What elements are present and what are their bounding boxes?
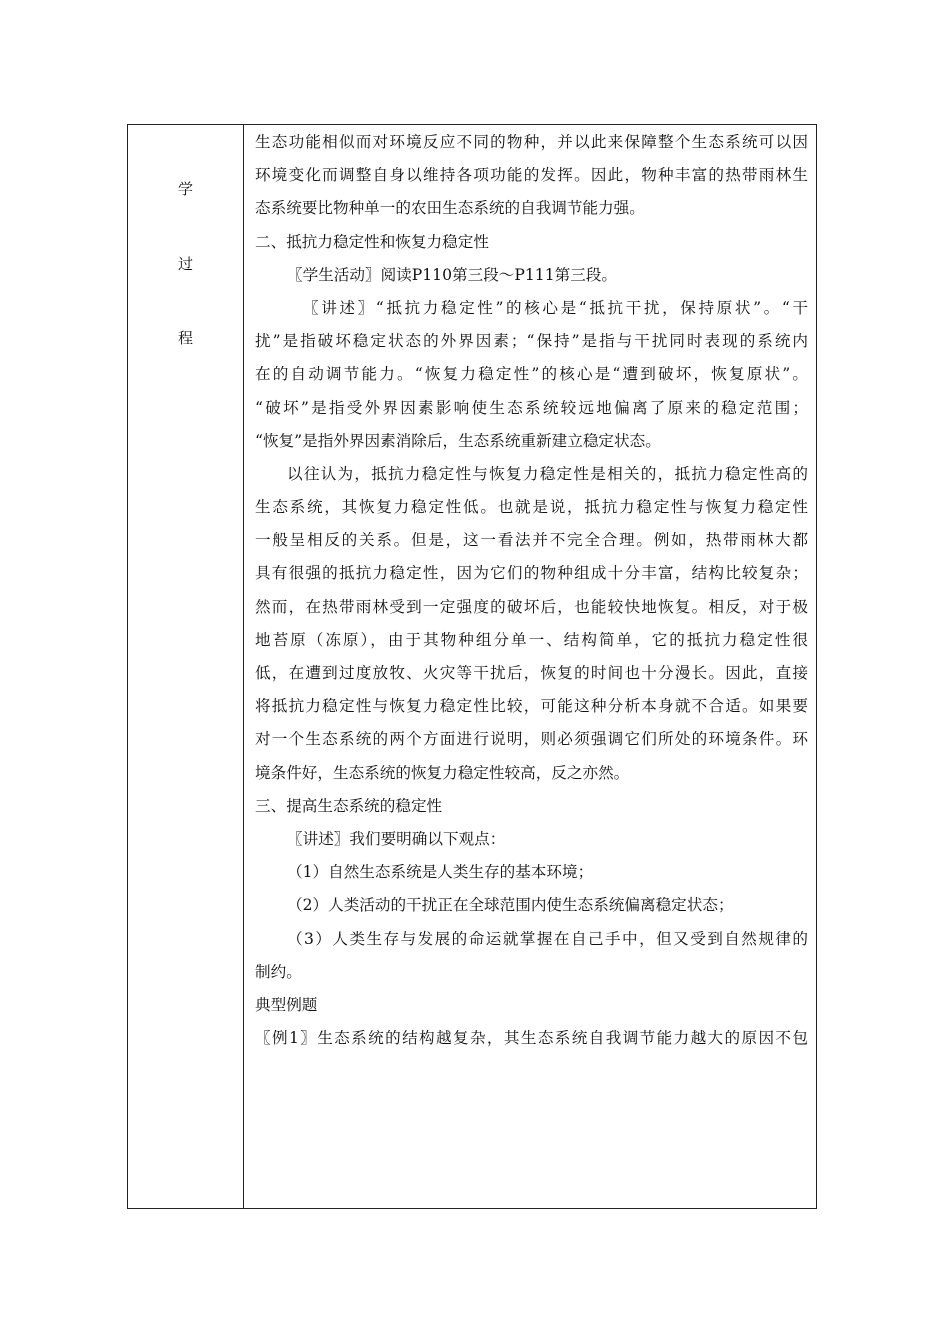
text-line: 具有很强的抵抗力稳定性，因为它们的物种组成十分丰富，结构比较复杂； (255, 564, 808, 583)
text-line: 态系统要比物种单一的农田生态系统的自我调节能力强。 (255, 199, 645, 218)
text-line: 境条件好，生态系统的恢复力稳定性较高，反之亦然。 (255, 763, 630, 782)
text-line: 一般呈相反的关系。但是，这一看法并不完全合理。例如，热带雨林大都 (255, 531, 808, 550)
text-line: “破坏”是指受外界因素影响使生态系统较远地偏离了原来的稳定范围； (255, 398, 808, 417)
text-line: 〖学生活动〗阅读P110第三段～P111第三段。 (287, 265, 618, 284)
text-line: 二、抵抗力稳定性和恢复力稳定性 (255, 232, 489, 251)
body-text-column (244, 125, 816, 1208)
text-line: 环境变化而调整自身以维持各项功能的发挥。因此，物种丰富的热带雨林生 (255, 166, 808, 185)
text-line: 典型例题 (255, 995, 318, 1014)
text-line: 将抵抗力稳定性与恢复力稳定性比较，可能这种分析本身就不合适。如果要 (255, 697, 808, 716)
section-label-column (128, 125, 244, 1208)
section-label-char: 过 (177, 255, 193, 273)
text-line: 然而，在热带雨林受到一定强度的破坏后，也能较快地恢复。相反，对于极 (255, 597, 808, 616)
text-line: （2）人类活动的干扰正在全球范围内使生态系统偏离稳定状态； (287, 896, 734, 915)
text-line: 对一个生态系统的两个方面进行说明，则必须强调它们所处的环境条件。环 (255, 730, 808, 749)
text-line: 以往认为，抵抗力稳定性与恢复力稳定性是相关的，抵抗力稳定性高的 (287, 464, 808, 483)
text-line: 生态功能相似而对环境反应不同的物种，并以此来保障整个生态系统可以因 (255, 133, 808, 151)
text-line: 地苔原（冻原），由于其物种组分单一、结构简单，它的抵抗力稳定性很 (255, 630, 808, 649)
text-line: “恢复”是指外界因素消除后，生态系统重新建立稳定状态。 (255, 431, 661, 450)
text-line: 〖例1〗生态系统的结构越复杂，其生态系统自我调节能力越大的原因不包 (255, 1029, 808, 1048)
text-line: 生态系统，其恢复力稳定性低。也就是说，抵抗力稳定性与恢复力稳定性 (255, 498, 808, 517)
content-table (127, 124, 817, 1209)
text-line: 制约。 (255, 962, 302, 981)
section-label-char: 学 (177, 180, 193, 198)
section-label-char: 程 (177, 329, 193, 347)
text-line: 扰”是指破坏稳定状态的外界因素；“保持”是指与干扰同时表现的系统内 (255, 332, 808, 351)
text-line: 〖讲述〗我们要明确以下观点： (287, 829, 506, 848)
text-line: 三、提高生态系统的稳定性 (255, 796, 443, 815)
text-line: 低，在遭到过度放牧、火灾等干扰后，恢复的时间也十分漫长。因此，直接 (255, 664, 808, 682)
text-line: （3）人类生存与发展的命运就掌握在自己手中，但又受到自然规律的 (287, 929, 808, 948)
text-line: 在的自动调节能力。“恢复力稳定性”的核心是“遭到破坏，恢复原状”。 (255, 365, 808, 384)
text-line: 〖讲述〗“抵抗力稳定性”的核心是“抵抗干扰，保持原状”。“干 (303, 298, 808, 317)
text-line: （1）自然生态系统是人类生存的基本环境； (287, 863, 594, 882)
